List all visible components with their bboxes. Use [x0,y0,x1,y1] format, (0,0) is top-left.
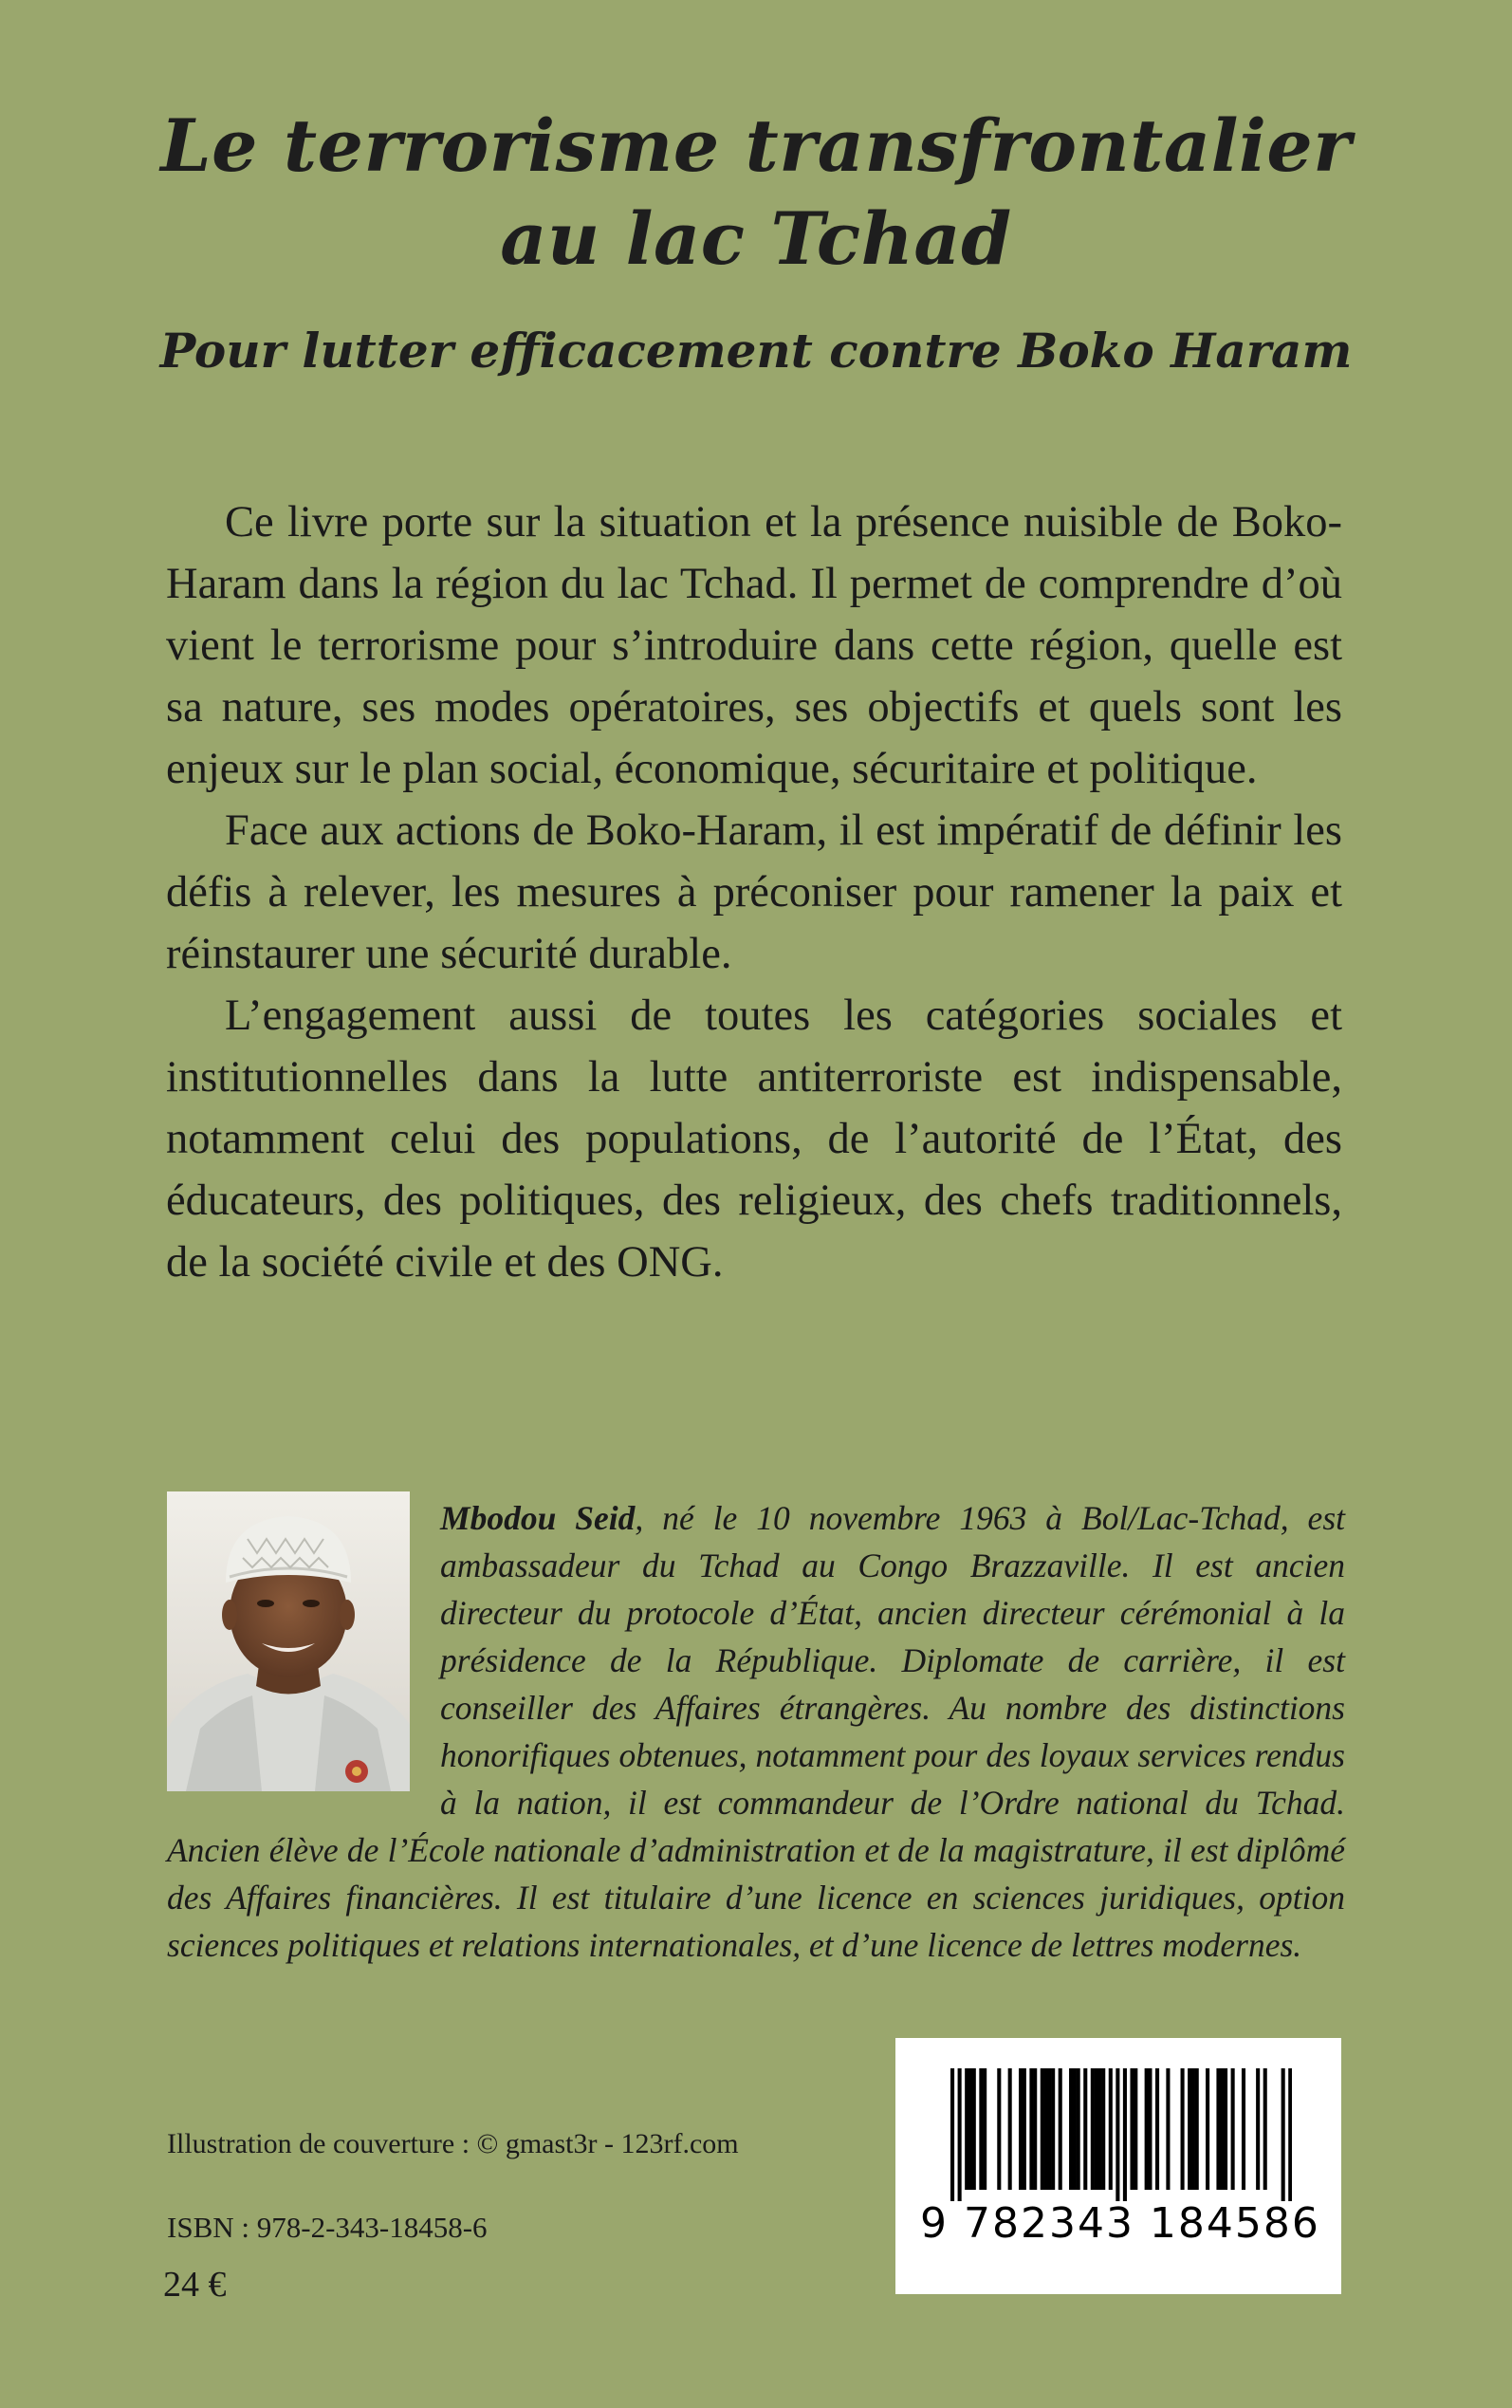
barcode-bar [1206,2068,1209,2190]
barcode-bar [1069,2068,1073,2190]
barcode-bar [1134,2068,1137,2190]
barcode-bar [1051,2068,1055,2190]
barcode-bar [1166,2068,1170,2190]
barcode-bar [972,2068,976,2190]
barcode-bar [1155,2068,1159,2190]
barcode [895,2038,1341,2294]
book-title-line-1: Le terrorisme transfrontalier [160,103,1352,188]
barcode-bar [1195,2068,1199,2190]
barcode-bar [1148,2068,1152,2190]
cover-illustration-credit: Illustration de couverture : © gmast3r - 123rf.com [167,2128,739,2159]
barcode-bar [1097,2068,1101,2190]
barcode-bar [1047,2068,1051,2190]
barcode-bar [950,2068,954,2201]
barcode-bar [1019,2068,1023,2190]
photo-spacer [167,1494,440,1790]
barcode-bar [968,2068,972,2190]
author-bio-text: , né le 10 novembre 1963 à Bol/Lac-Tchad, est ambassadeur du Tchad au Congo Brazzaville. Il est ancien directeur du protocole d’État, ancien directeur cérémonial à la présidence de la République. Diplomate de carrière, il est conseiller des Affaires étrangères. Au nombre des distinctions honorifiques obtenues, notamment pour des loyaux services rendus à la nation, il est commandeur de l’Ordre national du Tchad. Ancien élève de l’École nationale d’administration et de la magistrature, il est diplômé des Affaires financières. Il est titulaire d’une licence en sciences juridiques, option sciences politiques et relations internationales, et d’une licence de lettres modernes. [167,1499,1345,1964]
barcode-bar [1188,2068,1191,2190]
barcode-bar [1220,2068,1224,2190]
barcode-bar [997,2068,1001,2190]
barcode-bar [1083,2068,1087,2190]
book-subtitle: Pour lutter efficacement contre Boko Haram [159,323,1353,379]
barcode-bar [1041,2068,1044,2190]
barcode-bars [950,2068,1292,2201]
barcode-bar [1101,2068,1105,2190]
barcode-bar [965,2068,968,2190]
summary-paragraph-3: L’engagement aussi de toutes les catégories sociales et institutionnelles dans la lutte antiterroriste est indispensable, notamment celui des populations, de l’autorité de l’État, des éducateurs, des politiques, des religieux, des chefs traditionnels, de la société civile et des ONG. [166,991,1342,1287]
barcode-bar [1145,2068,1149,2190]
barcode-bar [1023,2068,1026,2190]
isbn: ISBN : 978-2-343-18458-6 [167,2211,488,2244]
barcode-bar [1044,2068,1048,2190]
price: 24 € [163,2265,227,2305]
summary-paragraph-2: Face aux actions de Boko-Haram, il est impératif de définir les défis à relever, les mesures à préconiser pour ramener la paix et réinstaurer une sécurité durable. [166,806,1342,978]
barcode-bar [1109,2068,1113,2190]
barcode-number: 9 782343 184586 [920,2199,1320,2248]
barcode-bar [1181,2068,1185,2190]
barcode-bar [979,2068,983,2190]
barcode-bar [1288,2068,1292,2201]
barcode-bar [1029,2068,1033,2190]
author-name: Mbodou Seid [440,1499,636,1537]
barcode-bar [1077,2068,1080,2190]
summary-paragraph-1: Ce livre porte sur la situation et la présence nuisible de Boko-Haram dans la région du lac Tchad. Il permet de comprendre d’où vient le terrorisme pour s’introduire dans cette région, quelle est sa nature, ses modes opératoires, ses objectifs et quels sont les enjeux sur le plan social, économique, sécuritaire et politique. [166,498,1342,793]
barcode-bar [1008,2068,1012,2190]
barcode-bar [1224,2068,1227,2190]
barcode-bar [1256,2068,1260,2190]
barcode-bar [983,2068,986,2190]
barcode-bar [1242,2068,1245,2190]
book-title [0,100,1512,286]
barcode-bar [1282,2068,1285,2201]
barcode-bar [1033,2068,1037,2190]
barcode-bar [1263,2068,1267,2190]
barcode-bar [1059,2068,1062,2190]
barcode-bar [1091,2068,1095,2190]
book-title-line-2: au lac Tchad [500,196,1012,281]
barcode-bar [958,2068,962,2201]
barcode-bar [1116,2068,1119,2201]
barcode-bar [1130,2068,1134,2190]
barcode-bar [1073,2068,1077,2190]
author-biography [167,1494,1345,1969]
barcode-bar [1191,2068,1195,2190]
summary-text [166,491,1342,1293]
barcode-bar [1216,2068,1220,2190]
barcode-bar [1123,2068,1127,2201]
barcode-bar [1095,2068,1098,2190]
barcode-bar [1231,2068,1235,2190]
